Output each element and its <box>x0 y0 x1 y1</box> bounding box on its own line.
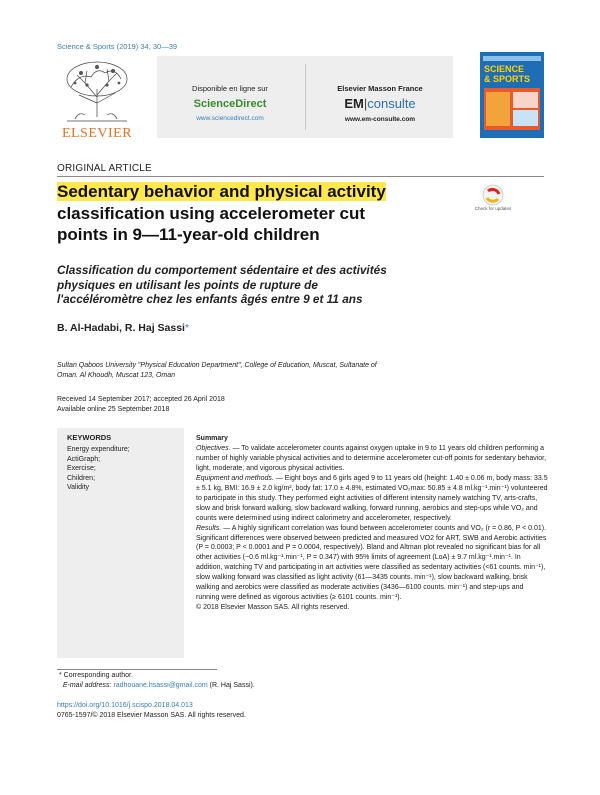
author-list <box>57 322 189 334</box>
title-line-3: points in 9—11-year-old children <box>57 225 320 244</box>
received-accepted-dates: Received 14 September 2017; accepted 26 April 2018 <box>57 396 225 403</box>
email-owner: (R. Haj Sassi). <box>209 681 255 689</box>
check-for-updates-icon[interactable] <box>474 183 512 217</box>
keyword-item: ActiGraph; <box>67 455 101 463</box>
available-online-label: Disponible en ligne sur <box>192 84 268 93</box>
article-subtitle <box>57 263 477 307</box>
journal-cover <box>480 52 544 138</box>
methods-lead: Equipment and methods. <box>196 474 274 482</box>
footnote-mark: * <box>58 672 62 679</box>
emconsulte-logo: EM|consulte <box>344 96 416 111</box>
summary-objectives <box>196 444 548 474</box>
objectives-text: — To validate accelerometer counts against oxygen uptake in 9 to 11 years old children performing a number of highly variable physical activities and to determine accelerometer cut-off points for sedentary behavior, light, moderate, and vigorous physical activities. <box>196 444 547 472</box>
keywords-title: KEYWORDS <box>67 433 112 442</box>
article-type: ORIGINAL ARTICLE <box>57 163 152 174</box>
abstract-summary <box>196 434 548 613</box>
footnote-label: Corresponding author. <box>63 672 133 679</box>
footnote-rule <box>57 669 217 670</box>
author-names: B. Al-Hadabi, R. Haj Sassi <box>57 322 185 334</box>
methods-text: — Eight boys and 6 girls aged 9 to 11 years old (height: 1.40 ± 0.06 m, body mass: 33.5 ± 5.1 kg, BMI: 16.9 ± 2.0 kg/m², body fat: 17.0 ± 4.8%, estimated VO₂max: 50.85 ± 4.8 ml.kg⁻¹.min⁻¹) volunteered to participate in this study. They performed eight activities of different intensity namely watching TV, arts-crafts, slow and brisk forward walking, slow backward walking, forward running, aerobics and step-ups while VO₂ and counts were determined using indirect calorimetry and accelerometer, respectively. <box>196 474 548 522</box>
keyword-item: Exercise; <box>67 465 96 473</box>
summary-heading: Summary <box>196 435 228 442</box>
keyword-item: Children; <box>67 474 96 482</box>
affiliation-line-2: Oman. Al Khoudh, Muscat 123, Oman <box>57 371 176 379</box>
cover-title-2: & SPORTS <box>484 74 531 84</box>
summary-results <box>196 524 548 604</box>
objectives-lead: Objectives. <box>196 444 231 452</box>
results-lead: Results. <box>196 524 222 532</box>
title-line-1: Sedentary behavior and physical activity <box>57 182 386 201</box>
article-title <box>57 181 457 246</box>
publisher-name: Elsevier Masson France <box>337 84 423 93</box>
subtitle-line-1: Classification du comportement sédentaire et des activités <box>57 263 387 277</box>
affiliation <box>57 361 477 380</box>
subtitle-line-2: physiques en utilisant les points de rupture de <box>57 277 318 292</box>
article-dates <box>57 395 225 414</box>
header-divider <box>305 64 306 130</box>
sciencedirect-name: ScienceDirect <box>193 98 267 110</box>
doi-block <box>57 701 246 720</box>
consulte-part: consulte <box>367 96 416 111</box>
emconsulte-link[interactable]: www.em-consulte.com <box>344 116 416 123</box>
subtitle-line-3: l'accéléromètre chez les enfants âgés entre 9 et 11 ans <box>57 292 363 306</box>
title-line-2: classification using accelerometer cut <box>57 203 366 223</box>
online-date: Available online 25 September 2018 <box>57 405 170 413</box>
author-email-link[interactable]: radhouane.hsassi@gmail.com <box>113 681 208 689</box>
cover-title-1: SCIENCE <box>484 64 525 74</box>
summary-copyright: © 2018 Elsevier Masson SAS. All rights reserved. <box>196 604 350 612</box>
footnote <box>57 671 255 691</box>
journal-reference: Science & Sports (2019) 34, 30—39 <box>57 42 178 51</box>
sciencedirect-link[interactable]: www.sciencedirect.com <box>196 115 264 122</box>
keywords-list <box>67 445 130 493</box>
em-part: EM <box>344 96 364 111</box>
affiliation-line-1: Sultan Qaboos University "Physical Education Department", College of Education, Muscat, Sultanate of <box>57 362 377 369</box>
check-label: Check for updates <box>474 206 512 211</box>
keyword-item: Energy expenditure; <box>67 446 130 453</box>
keyword-item: Validity <box>67 484 90 492</box>
corresponding-author-mark[interactable]: * <box>184 322 190 334</box>
summary-methods <box>196 474 548 524</box>
results-text: — A highly significant correlation was found between accelerometer counts and VO₂ (r = 0.86, P < 0.01). Significant differences were observed between predicted and measured VO2 for ART, SWB and Aerobic activities (P = 0.0003; P < 0.0001 and P = 0.0004, respectively). Bland and Altman plot revealed no significant bias for all other activities (−0.6 ml.kg⁻¹.min⁻¹, P = 0.347) with 95% limits of agreement (LoA) ± 9.7 ml.kg⁻¹.min⁻¹. In addition, watching TV and participating in art activities were classified as sedentary activities (<61 counts. min⁻¹), slow walking forward was classified as light activity (61—3435 counts. min⁻¹), slow backward walking, brisk walking and aerobics were classified as moderate activities (3436—6100 counts. min⁻¹) and step-ups and running were defined as vigorous activities (≥ 6101 counts. min⁻¹). <box>196 524 547 602</box>
email-label: E-mail address: <box>62 681 112 689</box>
issn-line: 0765-1597/© 2018 Elsevier Masson SAS. All rights reserved. <box>57 711 246 719</box>
section-rule <box>57 176 544 177</box>
elsevier-logo-text: ELSEVIER <box>61 126 133 141</box>
doi-link[interactable]: https://doi.org/10.1016/j.scispo.2018.04.013 <box>57 702 193 709</box>
elsevier-logo <box>57 57 137 141</box>
